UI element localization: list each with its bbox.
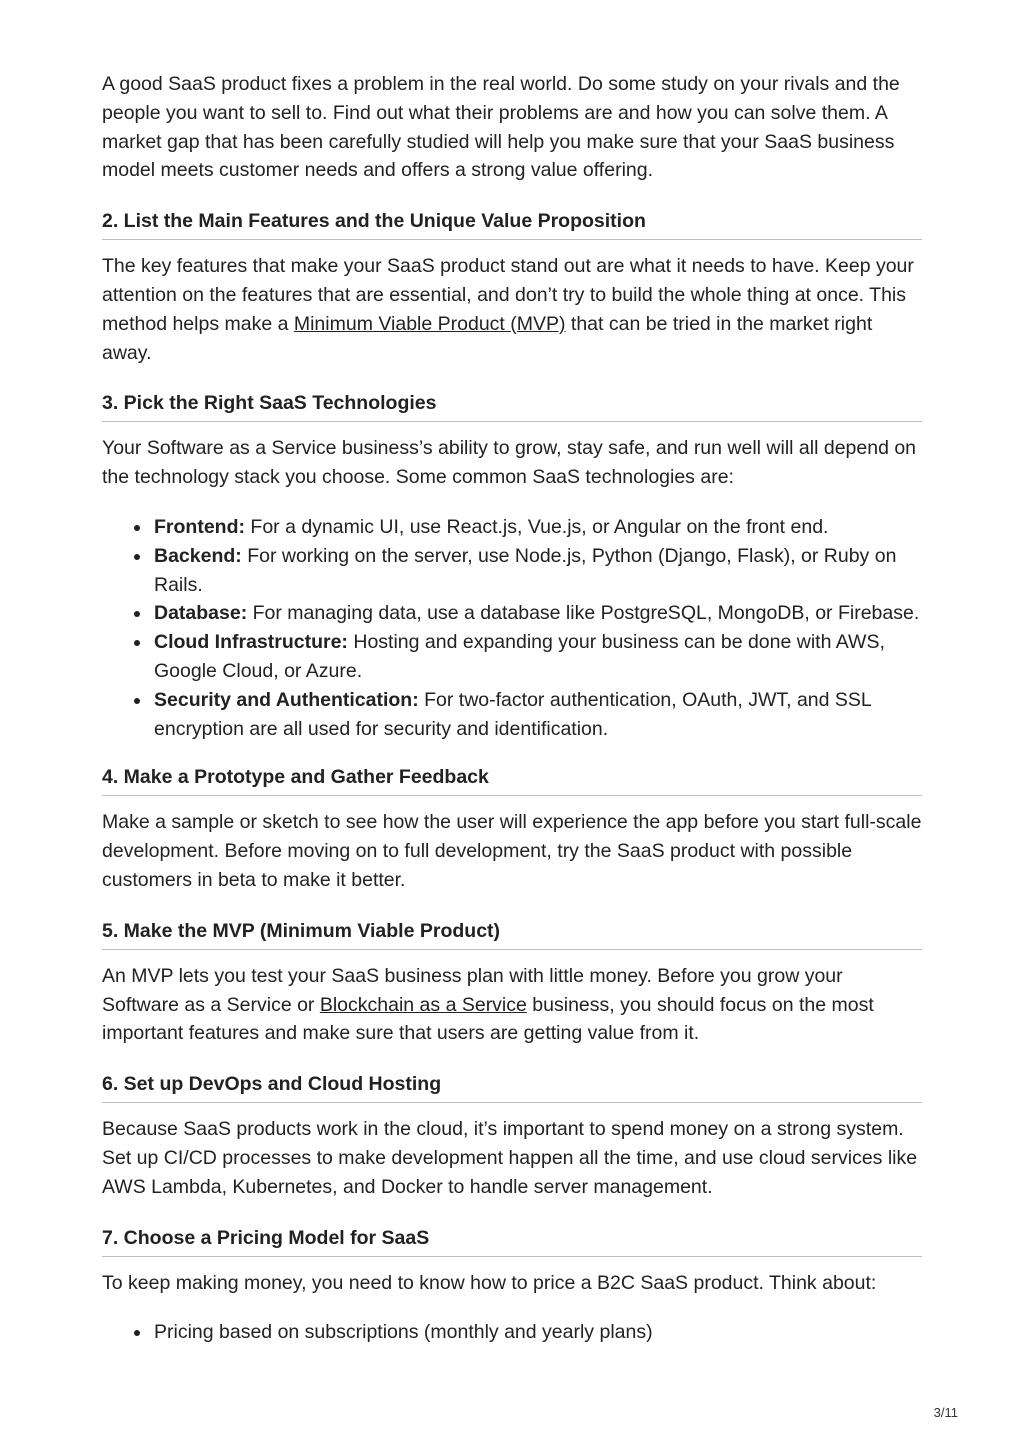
paragraph-prototype: Make a sample or sketch to see how the user will experience the app before you start full-scale development. Before moving on to full development, try the SaaS product with possible customers in beta to make it better.: [102, 811, 922, 891]
list-item: [154, 599, 922, 628]
list-item-label: Database:: [154, 602, 248, 625]
paragraph-technologies: Your Software as a Service business’s ability to grow, stay safe, and run well will all depend on the technology stack you choose. Some common SaaS technologies are:: [102, 437, 917, 489]
list-item: [154, 628, 922, 686]
heading-technologies: 3. Pick the Right SaaS Technologies: [102, 389, 922, 422]
list-item: Pricing based on subscriptions (monthly and yearly plans): [154, 1318, 922, 1347]
list-item: [154, 513, 922, 542]
list-item-text: Hosting and expanding your business can be done with AWS, Google Cloud, or Azure.: [154, 631, 885, 682]
paragraph-mvp: [102, 962, 922, 1048]
list-item-text: For working on the server, use Node.js, Python (Django, Flask), or Ruby on Rails.: [154, 544, 897, 596]
list-item-label: Security and Authentication:: [154, 688, 419, 711]
paragraph-devops: Because SaaS products work in the cloud, it’s important to spend money on a strong system. Set up CI/CD processes to make development happen all the time, and use cloud services like AWS Lambda, Kubernetes, and Docker to handle server management.: [102, 1118, 918, 1198]
pricing-list: [102, 1318, 922, 1347]
heading-prototype: 4. Make a Prototype and Gather Feedback: [102, 763, 922, 796]
page-number: 3/11: [933, 1405, 958, 1420]
list-item-text: For managing data, use a database like PostgreSQL, MongoDB, or Firebase.: [247, 602, 920, 625]
list-item-text: For a dynamic UI, use React.js, Vue.js, or Angular on the front end.: [244, 515, 829, 538]
list-item-label: Cloud Infrastructure:: [154, 631, 348, 654]
mvp-link[interactable]: Minimum Viable Product (MVP): [293, 312, 566, 335]
heading-devops: 6. Set up DevOps and Cloud Hosting: [102, 1070, 922, 1103]
list-item-text: For two-factor authentication, OAuth, JWT, and SSL encryption are all used for security and identification.: [154, 688, 872, 740]
technology-list: [102, 513, 922, 743]
intro-paragraph: A good SaaS product fixes a problem in the real world. Do some study on your rivals and the people you want to sell to. Find out what their problems are and how you can solve them. A market gap that has been carefully studied will help you make sure that your SaaS business model meets customer needs and offers a strong value offering.: [102, 73, 900, 182]
document-page: [102, 70, 922, 1347]
list-item-label: Frontend:: [154, 515, 245, 538]
list-item-label: Backend:: [154, 544, 242, 567]
heading-list-features: 2. List the Main Features and the Unique Value Proposition: [102, 207, 922, 240]
heading-pricing: 7. Choose a Pricing Model for SaaS: [102, 1224, 922, 1257]
paragraph-features-text-2: that can be tried in the market right away.: [102, 312, 873, 364]
heading-mvp: 5. Make the MVP (Minimum Viable Product): [102, 917, 922, 950]
paragraph-mvp-text-2: business, you should focus on the most important features and make sure that users are getting value from it.: [102, 993, 874, 1045]
list-item: [154, 686, 922, 744]
paragraph-features: [102, 252, 922, 367]
paragraph-features-text-1: The key features that make your SaaS product stand out are what it needs to have. Keep your attention on the features that are essential, and don’t try to build the whole thing at once. This method helps make a: [102, 255, 914, 335]
paragraph-mvp-text-1: An MVP lets you test your SaaS business plan with little money. Before you grow your Software as a Service or: [102, 964, 843, 1016]
list-item: [154, 542, 922, 600]
blockchain-service-link[interactable]: Blockchain as a Service: [319, 993, 527, 1016]
paragraph-pricing: To keep making money, you need to know how to price a B2C SaaS product. Think about:: [102, 1271, 877, 1294]
